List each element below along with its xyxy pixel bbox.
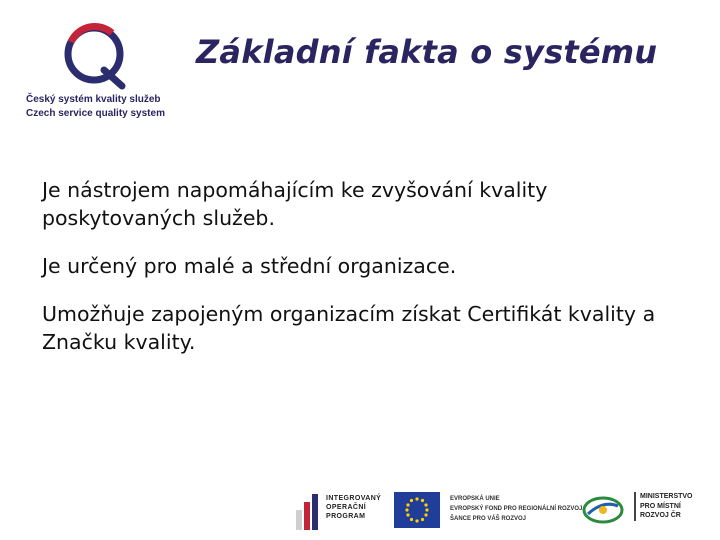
eu-line: EVROPSKÝ FOND PRO REGIONÁLNÍ ROZVOJ <box>450 506 583 512</box>
mmr-line: PRO MÍSTNÍ <box>640 502 681 510</box>
paragraph-tool: Je nástrojem napomáhajícím ke zvyšování kvality poskytovaných služeb. <box>42 178 548 230</box>
mmr-line: ROZVOJ ČR <box>640 512 681 519</box>
oppi-logo-text <box>326 494 381 521</box>
mmr-line: MINISTERSTVO <box>640 493 693 500</box>
mmr-logo-text <box>634 492 693 521</box>
eu-line: ŠANCE PRO VÁŠ ROZVOJ <box>450 516 527 522</box>
logo-text-czech: Český systém kvality služeb <box>26 94 161 105</box>
logo-text-english: Czech service quality system <box>26 108 165 119</box>
oppi-logo-icon <box>296 494 322 530</box>
mmr-logo-icon <box>582 496 624 524</box>
oppi-line: OPERAČNÍ <box>326 504 367 511</box>
slide-content <box>42 176 662 376</box>
csqs-logo-mark-icon <box>60 20 132 90</box>
eu-line: EVROPSKÁ UNIE <box>450 496 500 502</box>
eu-flag-icon <box>394 492 440 528</box>
csqs-logo <box>22 20 172 124</box>
paragraph-target: Je určený pro malé a střední organizace. <box>42 254 457 278</box>
oppi-line: PROGRAM <box>326 513 366 520</box>
paragraph-certificate: Umožňuje zapojeným organizacím získat Certifikát kvality a Značku kvality. <box>42 302 656 354</box>
partner-logos-footer <box>290 488 720 534</box>
slide-title: Základní fakta o systému <box>196 33 658 71</box>
oppi-line: INTEGROVANÝ <box>326 495 382 502</box>
eu-logo-text <box>450 494 582 524</box>
